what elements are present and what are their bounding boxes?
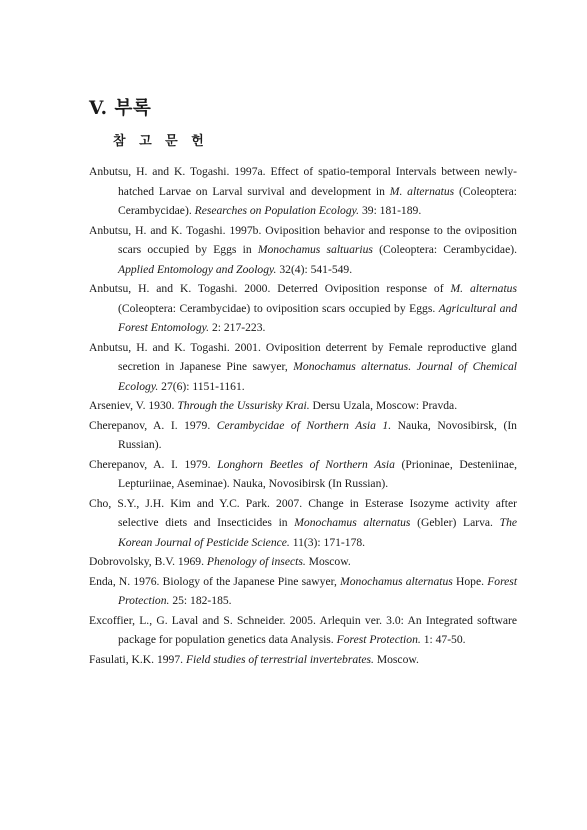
reference-title: Biology of the Japanese Pine sawyer,	[162, 574, 337, 588]
reference-title: Deterred Oviposition response of	[277, 282, 444, 295]
reference-species: M. alternatus	[450, 282, 517, 295]
reference-volume: 39: 181-189.	[361, 204, 422, 217]
chapter-heading	[89, 94, 151, 120]
reference-authors: Cho, S.Y., J.H. Kim and Y.C. Park. 2007.	[89, 496, 303, 510]
reference-species: M. alternatus	[389, 184, 455, 198]
reference-authors: Enda, N. 1976.	[89, 574, 160, 588]
reference-journal: The Korean Journal of Pesticide Science.	[118, 516, 518, 549]
reference-title: Oviposition deterrent by Female reproductive gland secretion in Japanese Pine sawyer,	[118, 340, 517, 373]
reference-entry	[89, 396, 517, 416]
reference-entry	[89, 338, 517, 397]
reference-journal: Longhorn Beetles of Northern Asia	[217, 457, 395, 471]
reference-authors: Dobrovolsky, B.V. 1969.	[89, 555, 204, 568]
reference-journal: Agricultural and Forest Entomology.	[118, 301, 517, 334]
reference-species: Monochamus alternatus	[340, 574, 453, 588]
reference-authors: Anbutsu, H. and K. Togashi. 2000.	[89, 282, 271, 295]
reference-authors: Anbutsu, H. and K. Togashi. 1997b.	[89, 223, 262, 237]
reference-entry	[89, 572, 517, 611]
reference-journal: Journal of Chemical Ecology.	[118, 360, 518, 393]
reference-journal: Forest Protection.	[336, 633, 421, 646]
reference-volume: 1: 47-50.	[423, 633, 466, 646]
reference-volume: Nauka, Novosibirsk, (In Russian).	[118, 418, 517, 451]
reference-text: (Gebler) Larva.	[417, 516, 493, 529]
reference-title: Arlequin ver. 3.0: An Integrated software package for population genetics data Analysis.	[118, 613, 517, 646]
reference-volume: 25: 182-185.	[172, 594, 232, 607]
reference-volume: Dersu Uzala, Moscow: Pravda.	[312, 399, 458, 412]
reference-entry	[89, 221, 517, 280]
reference-species: Monochamus saltuarius	[257, 243, 373, 256]
reference-authors: Arseniev, V. 1930.	[89, 399, 175, 412]
reference-volume: 11(3): 171-178.	[292, 535, 366, 549]
reference-journal: Researches on Population Ecology.	[194, 204, 360, 217]
reference-entry	[89, 552, 517, 572]
reference-entry	[89, 650, 517, 670]
reference-text: (Coleoptera: Cerambycidae).	[118, 184, 517, 217]
reference-entry	[89, 611, 517, 650]
reference-volume: 27(6): 1151-1161.	[161, 379, 245, 393]
reference-title: Change in Esterase Isozyme activity after selective diets and Insecticides in	[118, 496, 517, 529]
reference-title: Oviposition behavior and response to the oviposition scars occupied by Eggs in	[118, 223, 517, 256]
reference-entry	[89, 416, 517, 455]
reference-entry	[89, 494, 517, 553]
reference-entry	[89, 455, 517, 494]
reference-volume: (Prioninae, Desteniinae, Lepturiinae, Aseminae). Nauka, Novosibirsk (In Russian).	[118, 457, 517, 490]
reference-authors: Cherepanov, A. I. 1979.	[89, 457, 211, 471]
reference-authors: Excoffier, L., G. Laval and S. Schneider. 2005.	[89, 613, 316, 627]
reference-list	[89, 162, 517, 669]
reference-volume: Moscow.	[308, 555, 351, 568]
reference-authors: Anbutsu, H. and K. Togashi. 2001.	[89, 340, 261, 354]
chapter-title: 부록	[114, 98, 152, 119]
reference-text: (Coleoptera: Cerambycidae).	[379, 243, 517, 256]
reference-volume: 2: 217-223.	[211, 321, 266, 334]
reference-authors: Anbutsu, H. and K. Togashi. 1997a.	[89, 165, 266, 178]
reference-species: Monochamus alternatus.	[293, 360, 412, 373]
reference-text: Hope.	[455, 574, 484, 588]
reference-text: (Coleoptera: Cerambycidae) to oviposition scars occupied by Eggs.	[118, 301, 436, 315]
reference-journal: Cerambycidae of Northern Asia 1.	[216, 418, 392, 432]
reference-journal: Field studies of terrestrial invertebrates.	[185, 652, 374, 666]
reference-journal: Applied Entomology and Zoology.	[118, 262, 277, 276]
reference-species: Monochamus alternatus	[294, 516, 411, 529]
reference-entry	[89, 279, 517, 338]
reference-journal: Phenology of insects.	[206, 555, 306, 568]
reference-entry	[89, 162, 517, 221]
reference-journal: Forest Protection.	[118, 574, 518, 607]
section-title: 참 고 문 헌	[113, 134, 204, 149]
reference-title: Effect of spatio-temporal Intervals between newly-hatched Larvae on Larval survival and development in	[118, 165, 517, 198]
reference-authors: Cherepanov, A. I. 1979.	[89, 418, 211, 432]
chapter-number: V.	[89, 98, 108, 119]
reference-authors: Fasulati, K.K. 1997.	[89, 652, 184, 666]
reference-volume: Moscow.	[376, 652, 419, 666]
reference-volume: 32(4): 541-549.	[279, 262, 353, 276]
reference-journal: Through the Ussurisky Krai.	[177, 399, 310, 412]
